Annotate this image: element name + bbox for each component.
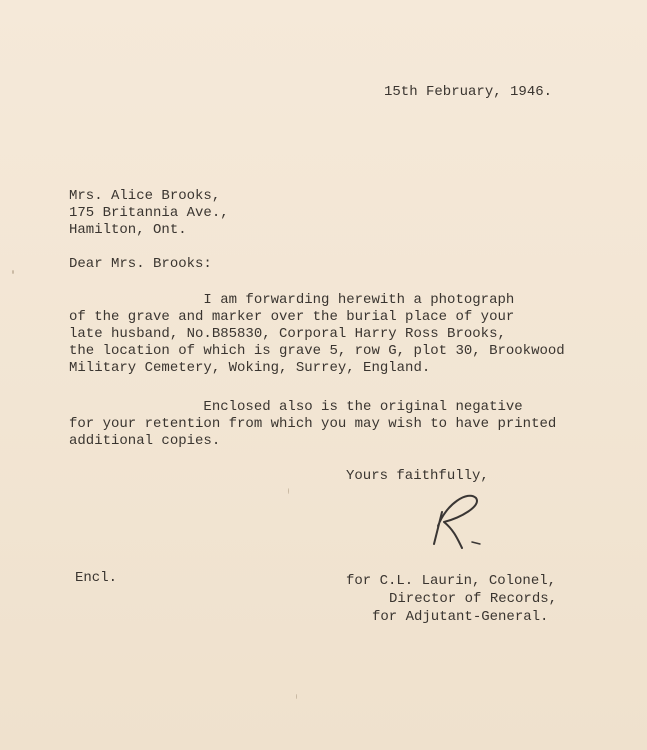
- paper-mark: [12, 270, 14, 274]
- signer-line: for Adjutant-General.: [372, 609, 549, 625]
- recipient-name: Mrs. Alice Brooks,: [69, 188, 221, 204]
- paragraph1-line: Military Cemetery, Woking, Surrey, England.: [69, 360, 431, 376]
- paragraph1-line: of the grave and marker over the burial place of your: [69, 309, 515, 325]
- paragraph1-line: late husband, No.B85830, Corporal Harry Ross Brooks,: [69, 326, 506, 342]
- handwritten-signature: [420, 486, 500, 556]
- paragraph2-line: additional copies.: [69, 433, 221, 449]
- recipient-city: Hamilton, Ont.: [69, 222, 187, 238]
- paragraph1-line: the location of which is grave 5, row G, plot 30, Brookwood: [69, 343, 565, 359]
- recipient-street: 175 Britannia Ave.,: [69, 205, 229, 221]
- letter-date: 15th February, 1946.: [384, 84, 553, 100]
- paper-mark: [288, 488, 289, 494]
- signer-line: Director of Records,: [389, 591, 558, 607]
- salutation: Dear Mrs. Brooks:: [69, 256, 212, 272]
- signer-line: for C.L. Laurin, Colonel,: [346, 573, 557, 589]
- paper-mark: [296, 694, 297, 699]
- closing: Yours faithfully,: [346, 468, 489, 484]
- paragraph1-line: I am forwarding herewith a photograph: [69, 292, 515, 308]
- paragraph2-line: for your retention from which you may wish to have printed: [69, 416, 557, 432]
- paragraph2-line: Enclosed also is the original negative: [69, 399, 523, 415]
- enclosure-note: Encl.: [75, 570, 118, 586]
